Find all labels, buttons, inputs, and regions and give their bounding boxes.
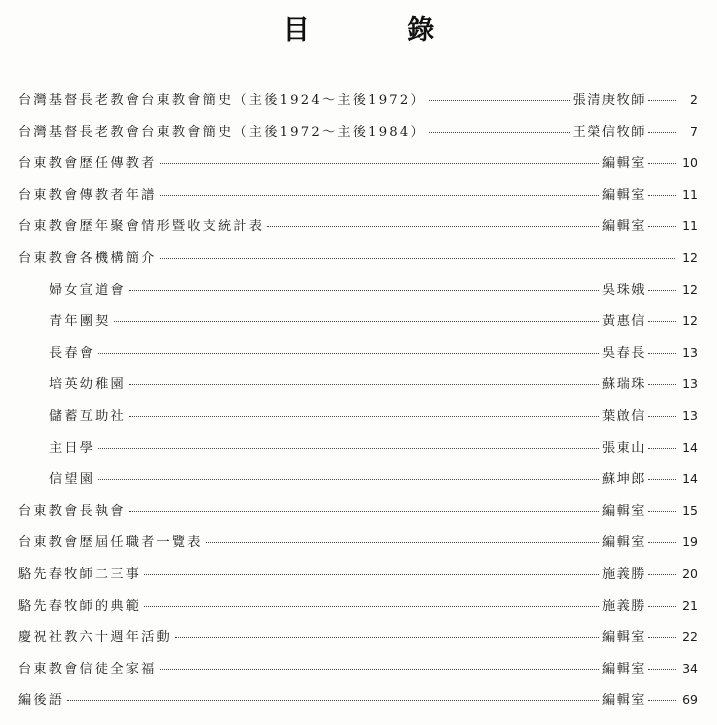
toc-subentry: [18, 368, 698, 400]
entry-author: 王榮信牧師: [572, 124, 646, 140]
entry-page: 12: [682, 249, 698, 265]
toc-entry: [18, 621, 698, 653]
dot-leader: [648, 194, 676, 196]
entry-author: 編輯室: [601, 503, 646, 519]
toc-subentry: [18, 305, 698, 337]
entry-title: 青年團契: [49, 314, 111, 330]
entry-page: 12: [682, 313, 698, 329]
dot-leader: [648, 573, 676, 575]
toc-entry: [18, 558, 698, 590]
dot-leader: [67, 699, 599, 701]
entry-title: 培英幼稚園: [49, 377, 126, 393]
entry-title: 駱先春牧師二三事: [18, 566, 142, 582]
entry-title: 台灣基督長老教會台東教會簡史（主後1924～主後1972）: [18, 93, 426, 108]
toc-subentry: [18, 274, 698, 306]
entry-page: 15: [682, 502, 698, 518]
dot-leader: [648, 383, 676, 385]
entry-author: 編輯室: [601, 219, 646, 235]
dot-leader: [98, 478, 599, 480]
dot-leader: [648, 699, 676, 701]
toc-entry: [18, 242, 698, 274]
toc-entry: [18, 684, 698, 716]
entry-page: 20: [682, 565, 698, 581]
dot-leader: [648, 541, 676, 543]
entry-author: 蘇坤郎: [601, 472, 646, 488]
entry-page: 21: [682, 597, 698, 613]
toc-entry: [18, 526, 698, 558]
dot-leader: [114, 320, 599, 322]
entry-title: 慶祝社教六十週年活動: [18, 630, 172, 646]
entry-author: 張清庚牧師: [572, 93, 646, 108]
entry-page: 34: [682, 660, 698, 676]
toc-entry: [18, 147, 698, 179]
dot-leader: [648, 605, 676, 607]
entry-title: 台東教會長執會: [18, 503, 126, 519]
entry-title: 台東教會歷年聚會情形暨收支統計表: [18, 219, 265, 235]
entry-author: 編輯室: [601, 630, 646, 646]
entry-title: 台東教會信徒全家福: [18, 661, 157, 677]
entry-author: 黃惠信: [601, 314, 646, 330]
entry-title: 台東教會各機構簡介: [18, 250, 157, 266]
entry-title: 台東教會歷屆任職者一覽表: [18, 535, 203, 551]
entry-author: 編輯室: [601, 535, 646, 551]
toc-entry: [18, 210, 698, 242]
entry-author: 編輯室: [601, 156, 646, 172]
entry-title: 台東教會傳教者年譜: [18, 187, 157, 203]
entry-author: 編輯室: [601, 661, 646, 677]
entry-page: 14: [682, 471, 698, 487]
dot-leader: [175, 636, 599, 638]
dot-leader: [267, 225, 599, 227]
toc-entry: [18, 116, 698, 148]
toc-entry: [18, 495, 698, 527]
entry-page: 69: [682, 692, 698, 708]
dot-leader: [160, 194, 599, 196]
dot-leader: [648, 225, 676, 227]
entry-author: 施義勝: [601, 566, 646, 582]
dot-leader: [648, 636, 676, 638]
entry-author: 蘇瑞珠: [601, 377, 646, 393]
dot-leader: [648, 415, 676, 417]
entry-author: 張東山: [601, 440, 646, 456]
entry-page: 7: [690, 123, 698, 139]
dot-leader: [144, 573, 599, 575]
entry-title: 駱先春牧師的典範: [18, 598, 142, 614]
toc-entry: [18, 84, 698, 116]
dot-leader: [429, 131, 570, 133]
entry-page: 22: [682, 629, 698, 645]
entry-author: 吳珠娥: [601, 282, 646, 298]
dot-leader: [98, 352, 599, 354]
table-of-contents: [18, 84, 698, 716]
entry-title: 儲蓄互助社: [49, 408, 126, 424]
dot-leader: [129, 510, 599, 512]
entry-page: 13: [682, 344, 698, 360]
toc-subentry: [18, 400, 698, 432]
entry-title: 婦女宣道會: [49, 282, 126, 298]
dot-leader: [648, 668, 676, 670]
entry-title: 主日學: [49, 440, 96, 456]
dot-leader: [648, 289, 676, 291]
dot-leader: [160, 668, 599, 670]
page-title: 目 錄: [282, 15, 479, 46]
toc-entry: [18, 590, 698, 622]
entry-author: 吳春長: [601, 345, 646, 361]
dot-leader: [160, 162, 599, 164]
entry-page: 11: [682, 218, 698, 234]
entry-title: 編後語: [18, 693, 65, 709]
entry-title: 信望園: [49, 472, 96, 488]
entry-author: 編輯室: [601, 187, 646, 203]
dot-leader: [144, 605, 599, 607]
entry-page: 13: [682, 407, 698, 423]
dot-leader: [160, 257, 676, 259]
entry-page: 10: [682, 155, 698, 171]
dot-leader: [648, 99, 676, 101]
dot-leader: [98, 447, 599, 449]
dot-leader: [648, 447, 676, 449]
dot-leader: [648, 510, 676, 512]
dot-leader: [648, 162, 676, 164]
entry-author: 葉啟信: [601, 408, 646, 424]
dot-leader: [648, 478, 676, 480]
toc-entry: [18, 653, 698, 685]
entry-author: 編輯室: [601, 693, 646, 709]
entry-page: 2: [690, 92, 698, 107]
entry-author: 施義勝: [601, 598, 646, 614]
dot-leader: [206, 541, 599, 543]
entry-page: 11: [682, 186, 698, 202]
toc-subentry: [18, 463, 698, 495]
dot-leader: [129, 383, 599, 385]
entry-title: 台東教會歷任傳教者: [18, 156, 157, 172]
entry-page: 12: [682, 281, 698, 297]
entry-page: 14: [682, 439, 698, 455]
dot-leader: [648, 352, 676, 354]
entry-page: 13: [682, 376, 698, 392]
dot-leader: [129, 289, 599, 291]
entry-title: 台灣基督長老教會台東教會簡史（主後1972～主後1984）: [18, 124, 426, 140]
dot-leader: [429, 99, 570, 101]
dot-leader: [648, 320, 676, 322]
dot-leader: [129, 415, 599, 417]
entry-title: 長春會: [49, 345, 96, 361]
toc-subentry: [18, 337, 698, 369]
toc-entry: [18, 179, 698, 211]
dot-leader: [648, 131, 676, 133]
entry-page: 19: [682, 534, 698, 550]
toc-subentry: [18, 432, 698, 464]
